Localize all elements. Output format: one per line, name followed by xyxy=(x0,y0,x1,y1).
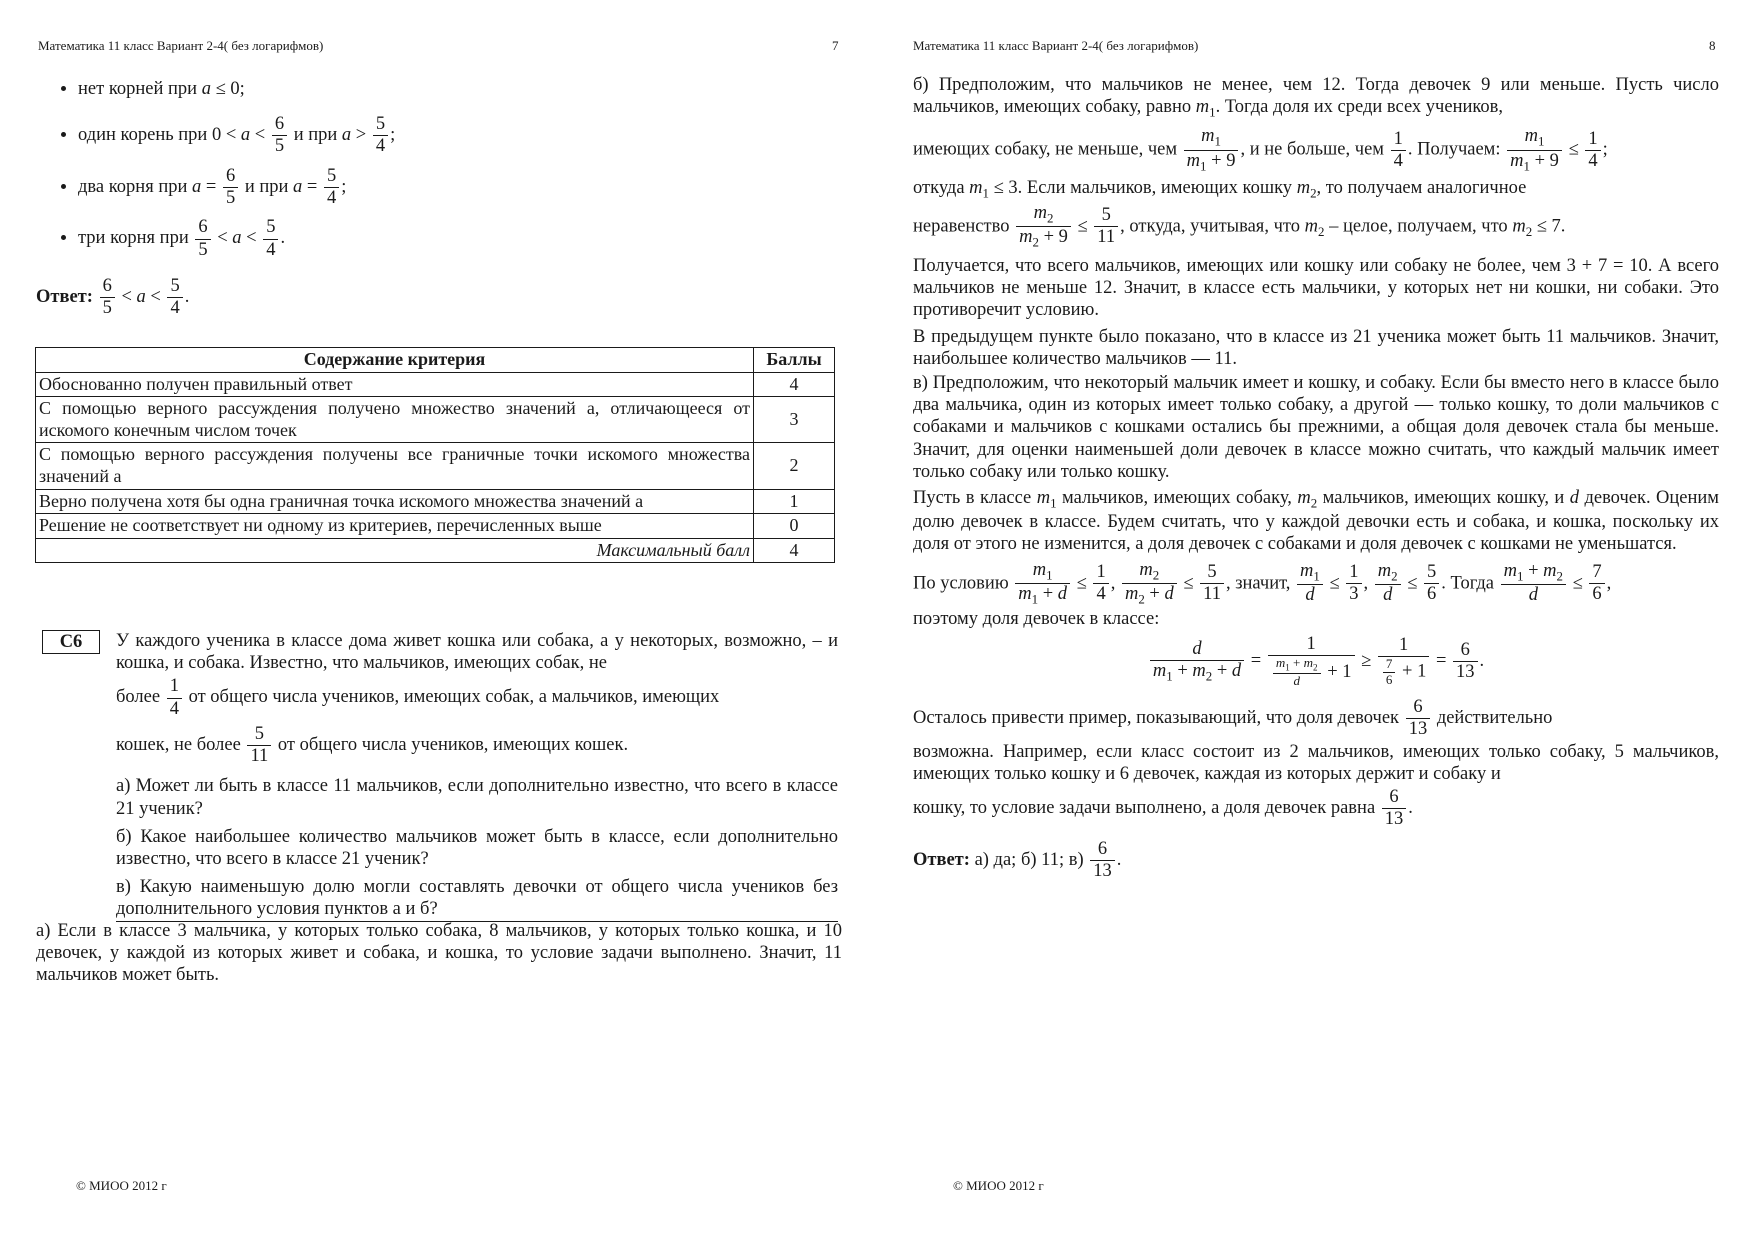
bullet-one-root: • один корень при 0 < a < $\frac{6}{5}$ и при a > $\frac{5}{4}$ ; xyxy=(78,114,858,158)
solution-b-max: В предыдущем пункте было показано, что в классе из 21 ученика может быть 11 мальчиков. Значит, наибольшее количество мальчиков — 11. xyxy=(913,326,1719,369)
answer-bullets xyxy=(36,78,858,267)
criteria-max-row: Максимальный балл 4 xyxy=(36,538,835,563)
task-c6 xyxy=(42,630,838,922)
criteria-header-row xyxy=(36,348,835,373)
bullet-two-roots: • два корня при a = $\frac{6}{5}$ и при a = $\frac{5}{4}$ ; xyxy=(78,166,858,210)
task-intro: У каждого ученика в классе дома живет кошка или собака, а у некоторых, возможно, – и кошка, и собака. Известно, что мальчиков, имеющих собак, не xyxy=(116,631,838,674)
page-footer: © МИОО 2012 г xyxy=(76,1178,167,1193)
task-question-b: б) Какое наибольшее количество мальчиков может быть в классе, если дополнительно известно, что всего в классе 21 ученик? xyxy=(116,826,838,869)
bullet-three-roots: • три корня при $\frac{6}{5}$ < a < $\frac{5}{4}$ . xyxy=(78,217,858,261)
criteria-table xyxy=(35,347,835,563)
page-number: 8 xyxy=(1709,38,1716,53)
solution-b: б) Предположим, что мальчиков не менее, чем 12. Тогда девочек 9 или меньше. Пусть число мальчиков, имеющих собаку, равно $m_1$. Тогда доля их среди всех учеников, имеющих собаку, не меньше, чем $\frac{m_1}{m_1 + 9}$ , и не больше, чем $\frac{1}{4}$ . Получаем: $\frac{m_1}{m_1 + 9}$ ≤ $\frac{1}{4}$ ; откуда $m_1 \le 3$. Если мальчиков, имеющих кошку $m_2$, то получаем аналогичное неравенство $\frac{m_2}{m_2 + 9}$ ≤ $\frac{5}{11}$ , откуда, учитывая, что $m_2$ – целое, получаем, что $m_2 \le 7$. Получается, что всего мальчиков, имеющих или кошку или собаку не более, чем 3 + 7 = 10. А всего мальчиков не меньше 12. Значит, в классе есть мальчики, у которых нет ни кошки, ни собаки. Это противоречит условию. В предыдущем пункте было показано, что в классе из 21 ученика может быть 11 мальчиков. Значит, наибольшее количество мальчиков — 11. xyxy=(913,75,1719,369)
page-footer: © МИОО 2012 г xyxy=(953,1178,1044,1193)
answer-line: Ответ: $\frac{6}{5}$ < a < $\frac{5}{4}$ . xyxy=(36,276,190,319)
solution-c: в) Предположим, что некоторый мальчик имеет и кошку, и собаку. Если бы вместо него в классе было два мальчика, один из которых имеет только собаку, а другой — только кошку, то доли мальчиков с собаками и мальчиков с кошками остались бы прежними, а общая доля девочек стала бы меньше. Значит, для оценки наименьшей доли девочек в классе можно считать, что каждый мальчик имеет только собаку или только кошку. Пусть в классе $m_1$ мальчиков, имеющих собаку, $m_2$ мальчиков, имеющих кошку, и d девочек. Оценим долю девочек в классе. Будем считать, что у каждой девочки есть и собака, и кошка, поскольку их доля от этого не изменится, а доля девочек с собаками и доля девочек с кошками не уменьшатся. По условию $\frac{m_1}{m_1 + d}$ ≤ $\frac{1}{4}$ , $\frac{m_2}{m_2 + d}$ ≤ $\frac{5}{11}$ , значит, $\frac{m_1}{d}$ ≤ $\frac{1}{3}$ , $\frac{m_2}{d}$ ≤ $\frac{5}{6}$ . Тогда $\frac{m_1 + m_2}{d}$ ≤ $\frac{7}{6}$ , поэтому доля девочек в классе: $\frac{d}{m_1 + m_2 + d}$ = 1 $\frac{m_1 + m_2}{d}$ + 1 ≥ 1 $\frac{7}{6}$ + 1 = $\frac{6}{13}$ . Осталось привести пример, показывающий, что доля девочек $\frac{6}{13}$ действительно возможна. Например, если класс состоит из 2 мальчиков, имеющих только собаку, 5 мальчиков, имеющих только кошку и 6 девочек, каждая из которых держит и собаку и кошку, то условие задачи выполнено, а доля девочек равна $\frac{6}{13}$ . Ответ: а) да; б) 11; в) $\frac{6}{13}$ . xyxy=(913,373,1720,881)
girls-share-formula: $\frac{d}{m_1 + m_2 + d}$ = 1 $\frac{m_1 + m_2}{d}$ + 1 ≥ 1 $\frac{7}{6}$ + 1 = $\frac{6}{13}$ . xyxy=(913,634,1719,689)
task-line-2: более $\frac{1}{4}$ от общего числа учеников, имеющих собак, а мальчиков, имеющих xyxy=(116,676,720,719)
task-label: C6 xyxy=(42,630,100,654)
task-line-3: кошек, не более $\frac{5}{11}$ от общего числа учеников, имеющих кошек. xyxy=(116,723,629,767)
table-row: Верно получена хотя бы одна граничная точка искомого множества значений a 1 xyxy=(36,489,835,514)
page-number: 7 xyxy=(832,38,839,53)
page-right xyxy=(877,0,1754,1239)
page-header: Математика 11 класс Вариант 2-4( без логарифмов) xyxy=(913,38,1199,53)
bullet-no-roots: • нет корней при a ≤ 0; xyxy=(78,78,858,100)
criteria-head-content: Содержание критерия xyxy=(36,348,754,373)
table-row: С помощью верного рассуждения получено множество значений a, отличающееся от искомого конечным числом точек 3 xyxy=(36,397,835,443)
solution-b-conclusion: Получается, что всего мальчиков, имеющих или кошку или собаку не более, чем 3 + 7 = 10. А всего мальчиков не меньше 12. Значит, в классе есть мальчики, у которых нет ни кошки, ни собаки. Это противоречит условию. xyxy=(913,255,1719,321)
criteria-head-score: Баллы xyxy=(754,348,835,373)
table-row: Обоснованно получен правильный ответ 4 xyxy=(36,372,835,397)
table-row: Решение не соответствует ни одному из критериев, перечисленных выше 0 xyxy=(36,514,835,539)
solution-a: а) Если в классе 3 мальчика, у которых только собака, 8 мальчиков, у которых только кошка, и 10 девочек, у каждой из которых живет и собака, и кошка, то условие задачи выполнено. Значит, 11 мальчиков может быть. xyxy=(36,921,842,986)
task-question-c: в) Какую наименьшую долю могли составлять девочки от общего числа учеников без дополнительного условия пунктов а и б? xyxy=(116,876,838,921)
task-question-a: а) Может ли быть в классе 11 мальчиков, если дополнительно известно, что всего в классе 21 ученик? xyxy=(116,776,838,819)
table-row: С помощью верного рассуждения получены все граничные точки искомого множества значений a 2 xyxy=(36,443,835,489)
final-answer: Ответ: а) да; б) 11; в) $\frac{6}{13}$ . xyxy=(913,838,1122,881)
page-header: Математика 11 класс Вариант 2-4( без логарифмов) xyxy=(38,38,324,53)
